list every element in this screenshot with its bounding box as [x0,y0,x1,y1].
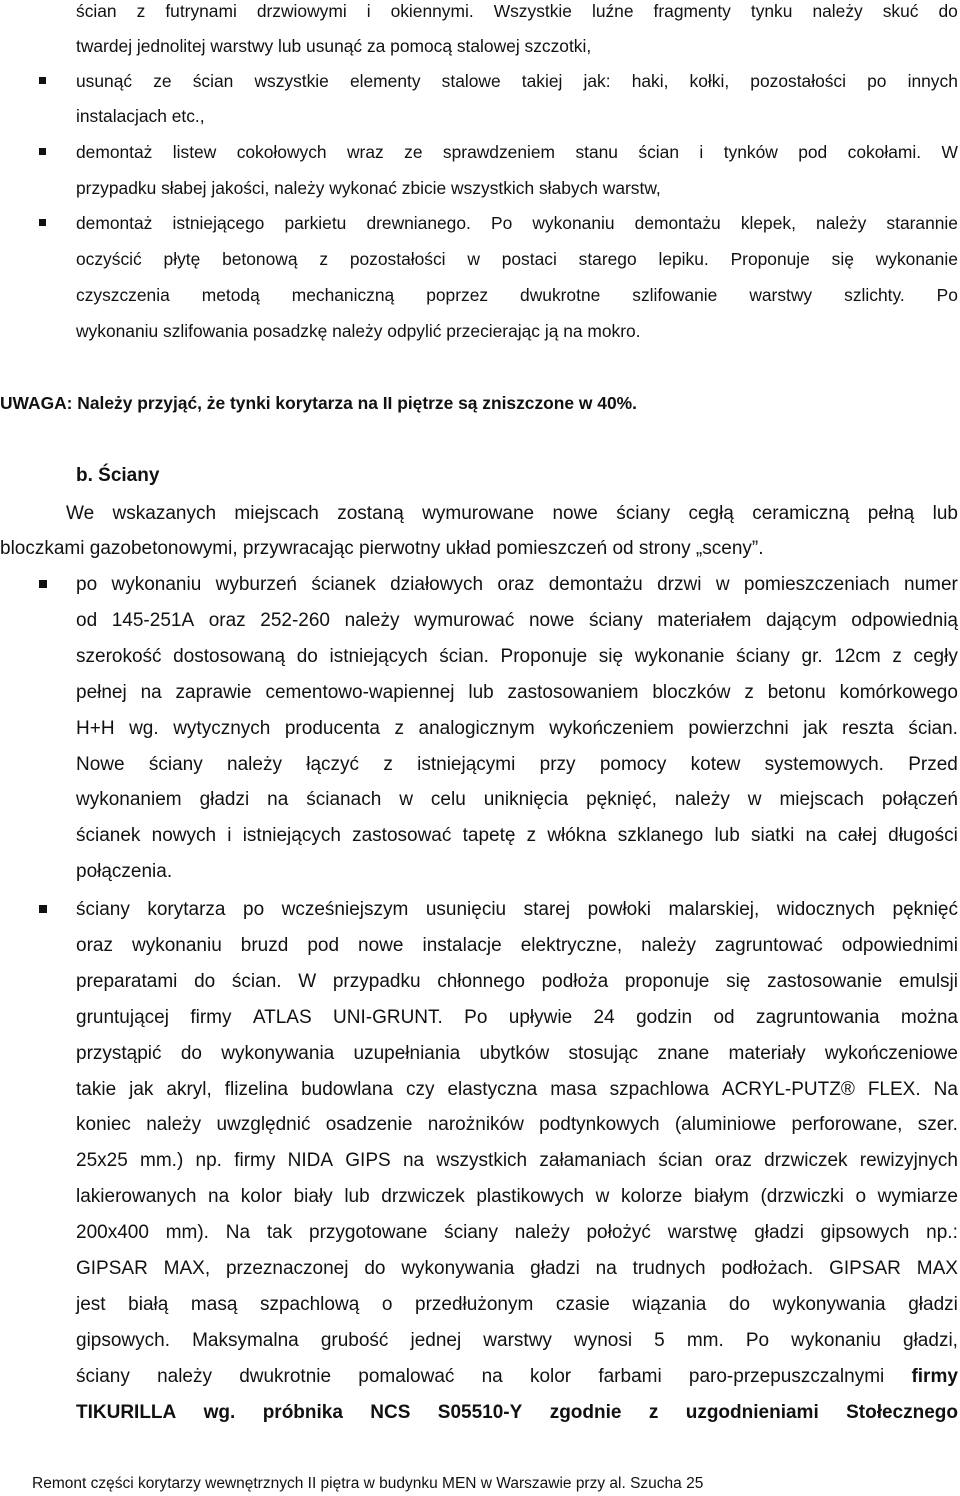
bullet-icon [39,77,46,84]
paragraph-line: We wskazanych miejscach zostaną wymurowane nowe ściany cegłą ceramiczną pełną lub [66,503,958,524]
bullet-line: ściany należy dwukrotnie pomalować na kolor farbami paro-przepuszczalnymi firmy [76,1365,958,1387]
section-heading: b. Ściany [76,465,160,486]
bullet-line: gipsowych. Maksymalna grubość jednej warstwy wynosi 5 mm. Po wykonaniu gładzi, [76,1329,958,1351]
bullet-line: od 145-251A oraz 252-260 należy wymurować nowe ściany materiałem dającym odpowiednią [76,609,958,631]
bullet-line: przypadku słabej jakości, należy wykonać zbicie wszystkich słabych warstw, [76,178,661,198]
page-footer: Remont części korytarzy wewnętrznych II piętra w budynku MEN w Warszawie przy al. Szucha 25 [32,1475,704,1492]
bullet-line: demontaż listew cokołowych wraz ze sprawdzeniem stanu ścian i tynków pod cokołami. W [76,142,958,162]
bullet-line: szerokość dostosowaną do istniejących ścian. Proponuje się wykonanie ściany gr. 12cm z cegły [76,645,958,667]
bullet-line: GIPSAR MAX, przeznaczonej do wykonywania gładzi na trudnych podłożach. GIPSAR MAX [76,1258,958,1279]
paragraph-line: ścian z futrynami drzwiowymi i okiennymi. Wszystkie luźne fragmenty tynku należy skuć do [76,1,958,21]
bullet-line: Nowe ściany należy łączyć z istniejącymi przy pomocy kotew systemowych. Przed [76,753,958,775]
paragraph-line: bloczkami gazobetonowymi, przywracając pierwotny układ pomieszczeń od strony „sceny”. [0,538,764,559]
bullet-line: połączenia. [76,861,173,883]
bullet-line: ścianek nowych i istniejących zastosować tapetę z włókna szklanego lub siatki na całej długości [76,825,958,847]
bullet-line: wykonaniu szlifowania posadzkę należy odpylić przecierając ją na mokro. [76,321,641,341]
bullet-line: TIKURILLA wg. próbnika NCS S05510-Y zgodnie z uzgodnieniami Stołecznego [76,1401,958,1423]
warning-note: UWAGA: Należy przyjąć, że tynki korytarza na II piętrze są zniszczone w 40%. [0,393,637,413]
bullet-line: czyszczenia metodą mechaniczną poprzez dwukrotne szlifowanie warstwy szlichty. Po [76,285,958,305]
bullet-line: pełnej na zaprawie cementowo-wapiennej lub zastosowaniem bloczków z betonu komórkowego [76,681,958,703]
bullet-icon [39,219,46,226]
bullet-line: po wykonaniu wyburzeń ścianek działowych oraz demontażu drzwi w pomieszczeniach numer [76,574,958,595]
paragraph-line: twardej jednolitej warstwy lub usunąć za pomocą stalowej szczotki, [76,36,592,56]
bullet-icon [39,148,46,155]
bullet-icon [39,905,47,913]
bullet-line: 25x25 mm.) np. firmy NIDA GIPS na wszystkich załamaniach ścian oraz drzwiczek rewizyjnych [76,1150,958,1172]
bullet-line: oczyścić płytę betonową z pozostałości w postaci starego lepiku. Proponuje się wykonanie [76,249,958,269]
bullet-line: oraz wykonaniu bruzd pod nowe instalacje elektryczne, należy zagruntować odpowiednimi [76,934,958,956]
bullet-line: 200x400 mm). Na tak przygotowane ściany należy położyć warstwę gładzi gipsowych np.: [76,1222,958,1244]
bullet-line: wykonaniem gładzi na ścianach w celu uniknięcia pęknięć, należy w miejscach połączeń [76,789,958,811]
bullet-line: H+H wg. wytycznych producenta z analogicznym wykończeniem powierzchni jak reszta ścian. [76,717,958,739]
bullet-line: instalacjach etc., [76,106,205,126]
bullet-line: takie jak akryl, flizelina budowlana czy elastyczna masa szpachlowa ACRYL-PUTZ® FLEX. Na [76,1078,958,1100]
bullet-line: usunąć ze ścian wszystkie elementy stalowe takiej jak: haki, kołki, pozostałości po innych [76,71,958,91]
bullet-line: jest białą masą szpachlową o przedłużonym czasie wiązania do wykonywania gładzi [76,1293,958,1315]
bullet-line: ściany korytarza po wcześniejszym usunięciu starej powłoki malarskiej, widocznych pęknięć [76,899,958,920]
bullet-line: preparatami do ścian. W przypadku chłonnego podłoża proponuje się zastosowanie emulsji [76,970,958,992]
bullet-line: gruntującej firmy ATLAS UNI-GRUNT. Po upływie 24 godzin od zagruntowania można [76,1006,958,1028]
bullet-line: koniec należy uwzględnić osadzenie narożników podtynkowych (aluminiowe perforowane, szer. [76,1114,958,1136]
bullet-line: demontaż istniejącego parkietu drewnianego. Po wykonaniu demontażu klepek, należy starannie [76,213,958,233]
bullet-icon [39,580,47,588]
bullet-line: przystąpić do wykonywania uzupełniania ubytków stosując znane materiały wykończeniowe [76,1042,958,1064]
bullet-line: lakierowanych na kolor biały lub drzwiczek plastikowych w kolorze białym (drzwiczki o wymiarze [76,1186,958,1208]
